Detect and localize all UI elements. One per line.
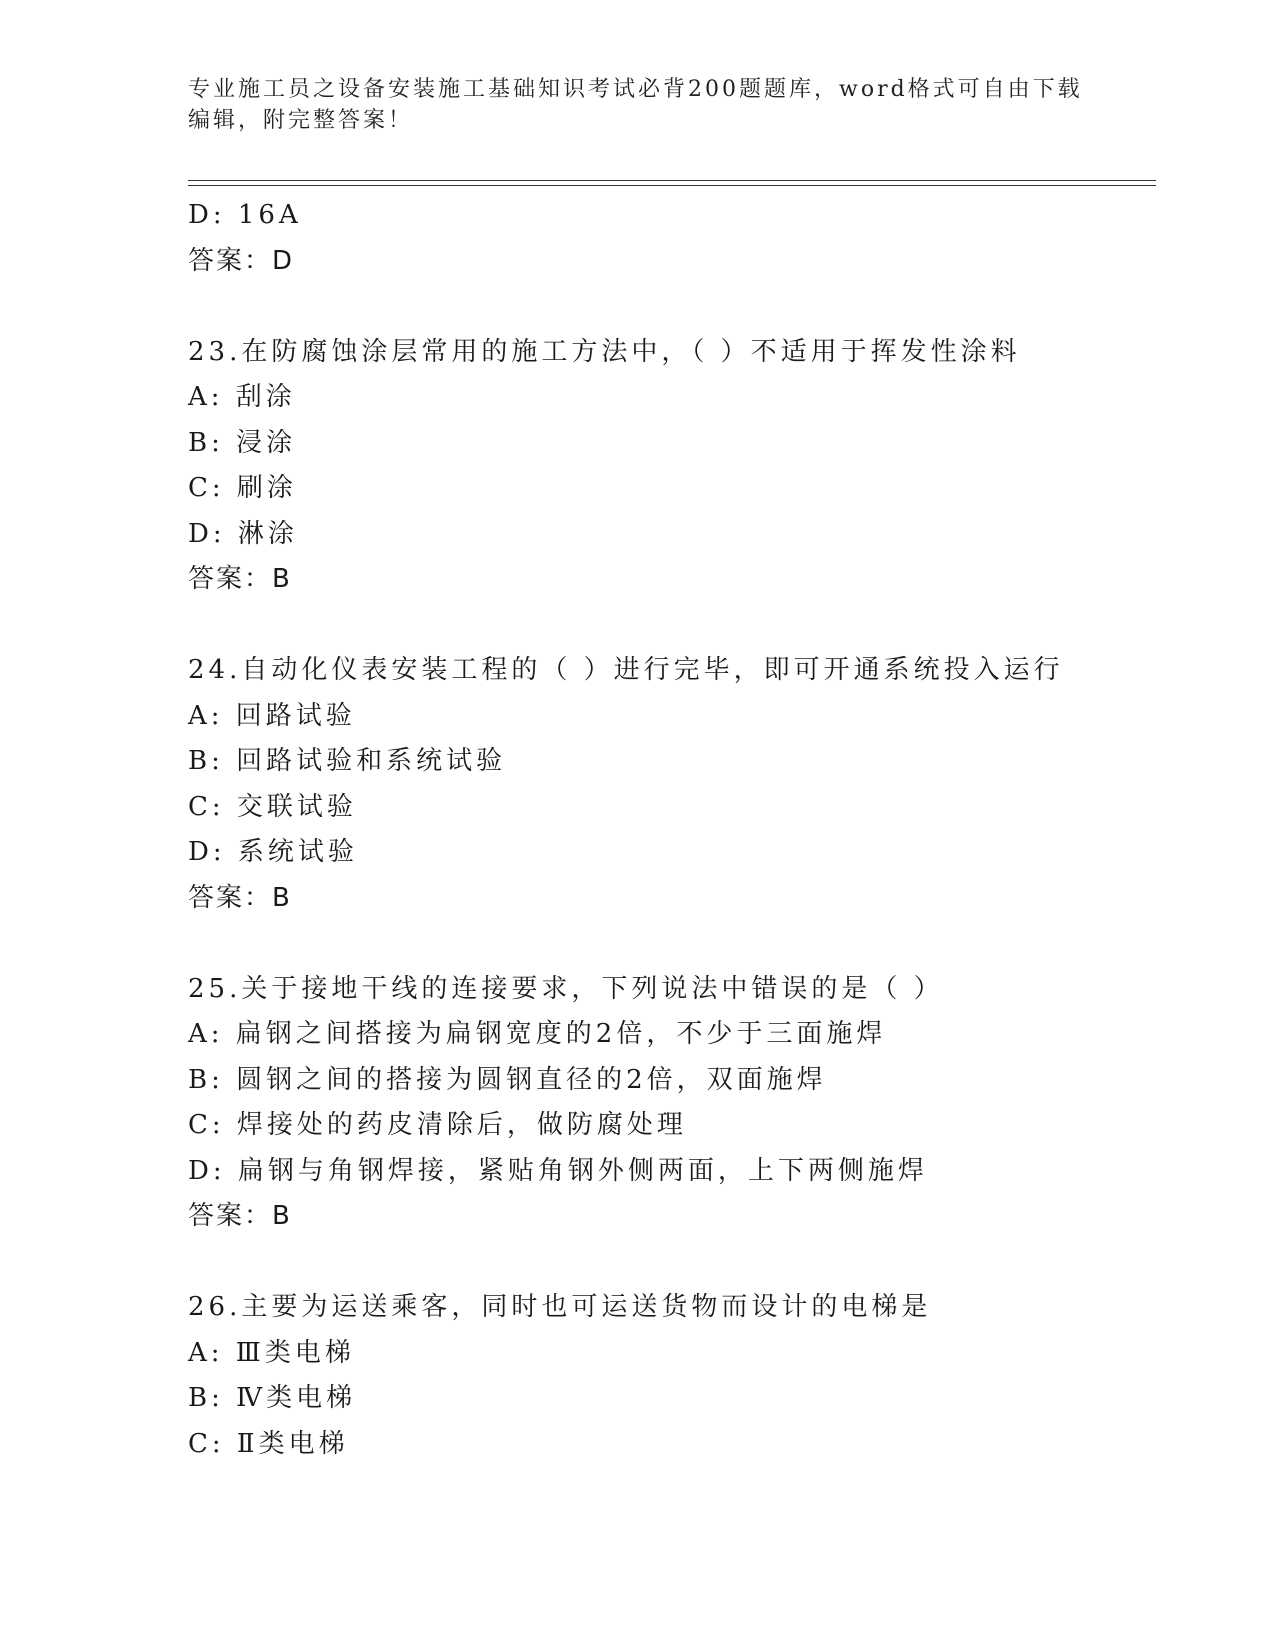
answer: 答案：B <box>188 1201 292 1231</box>
spacer <box>188 284 1148 330</box>
question-25 <box>188 967 1148 1240</box>
question-26 <box>188 1285 1148 1467</box>
option-c: C: Ⅱ类电梯 <box>188 1428 349 1459</box>
page-header <box>188 74 1088 136</box>
spacer <box>188 603 1148 649</box>
spacer <box>188 921 1148 967</box>
header-title-line-2: 编辑，附完整答案！ <box>188 108 414 133</box>
option-a: A: 回路试验 <box>188 700 356 731</box>
option-b: B: 浸涂 <box>188 427 297 458</box>
question-stem: 23.在防腐蚀涂层常用的施工方法中，（ ）不适用于挥发性涂料 <box>188 336 1021 367</box>
option-a: A: Ⅲ类电梯 <box>188 1337 355 1368</box>
option-d: D: 系统试验 <box>188 837 358 867</box>
option-a: A: 刮涂 <box>188 382 296 412</box>
prev-answer: 答案：D <box>188 245 295 276</box>
question-stem: 26.主要为运送乘客，同时也可运送货物而设计的电梯是 <box>188 1292 932 1322</box>
answer: 答案：B <box>188 564 292 594</box>
option-b: B: 回路试验和系统试验 <box>188 746 507 776</box>
question-24 <box>188 648 1148 921</box>
question-stem: 25.关于接地干线的连接要求，下列说法中错误的是（ ） <box>188 973 944 1004</box>
option-b: B: 圆钢之间的搭接为圆钢直径的2倍，双面施焊 <box>188 1064 827 1095</box>
option-c: C: 焊接处的药皮清除后，做防腐处理 <box>188 1110 687 1140</box>
spacer <box>188 1240 1148 1286</box>
option-a: A: 扁钢之间搭接为扁钢宽度的2倍，不少于三面施焊 <box>188 1019 887 1049</box>
option-d: D: 扁钢与角钢焊接，紧贴角钢外侧两面，上下两侧施焊 <box>188 1155 928 1186</box>
prev-option-d: D: 16A <box>188 200 302 230</box>
option-c: C: 刷涂 <box>188 473 297 503</box>
question-content <box>188 193 1148 1467</box>
header-title-line-1: 专业施工员之设备安装施工基础知识考试必背200题题库，word格式可自由下载 <box>188 77 1083 102</box>
question-23 <box>188 330 1148 603</box>
header-divider <box>188 180 1156 186</box>
question-stem: 24.自动化仪表安装工程的（ ）进行完毕，即可开通系统投入运行 <box>188 655 1064 685</box>
option-c: C: 交联试验 <box>188 791 357 822</box>
option-b: B: Ⅳ类电梯 <box>188 1383 357 1413</box>
option-d: D: 淋涂 <box>188 518 298 549</box>
answer: 答案：B <box>188 882 292 913</box>
